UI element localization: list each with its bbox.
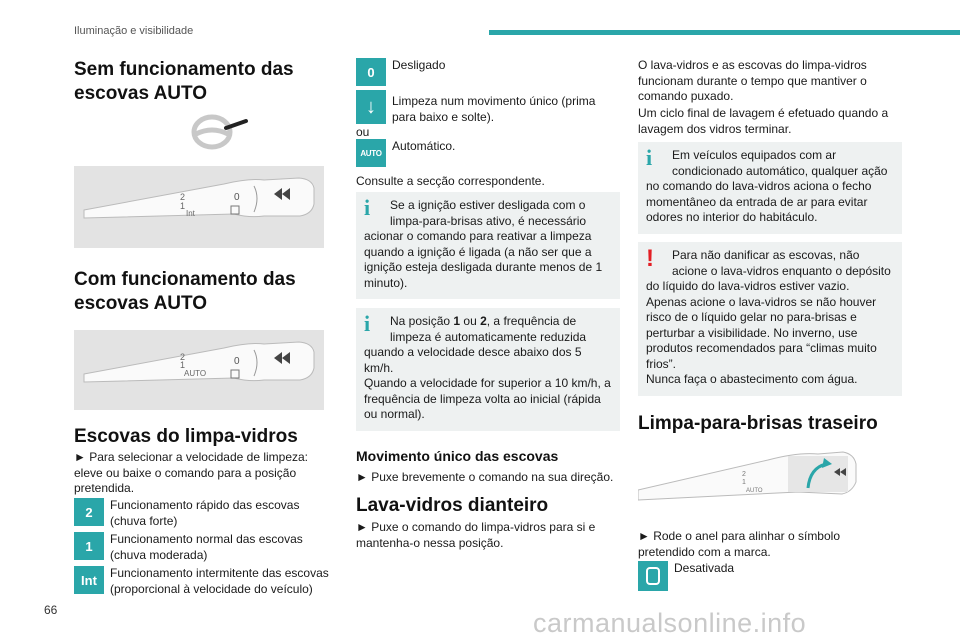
note-text: Nunca faça o abastecimento com água. [646,372,858,386]
badge-2: 2 [74,498,104,526]
wiper-stalk-illustration-1 [74,166,324,248]
intro-text: ► Para selecionar a velocidade de limpeza: eleve ou baixe o comando para a posição pretendida. [74,450,309,495]
consulte-text: Consulte a secção correspondente. [356,174,545,188]
svg-text:2: 2 [180,352,186,362]
svg-text:1: 1 [742,479,746,486]
info-icon: i [646,145,653,170]
svg-text:0: 0 [234,356,240,367]
note-text: Apenas acione o lava-vidros se não houver risco de o líquido gelar no para-brisas e perturbar a visibilidade. No inverno, use produtos recomendados para “climas muito frios”. [646,294,877,371]
stalk-mark-auto: AUTO [184,369,207,378]
list-item [356,58,621,86]
arrow-down-icon: ↓ [356,90,386,124]
info-icon: i [364,311,371,336]
note-text: Em veículos equipados com ar condicionado automático, qualquer ação no comando do lava-vidros aciona o fecho momentâneo da entrada de ar para evitar odores no interior do habitáculo. [646,148,888,224]
list-item-text: Funcionamento normal das escovas (chuva moderada) [110,532,303,562]
speed-list [74,498,334,597]
para-2: Um ciclo final de lavagem é efetuado quando a lavagem dos vidros terminar. [638,106,889,136]
lava-text: ► Puxe o comando do limpa-vidros para si e mantenha-o nessa posição. [356,520,596,550]
heading-escovas: Escovas do limpa-vidros [74,426,298,447]
list-item-text: Desativada [674,561,735,575]
note-text: Na posição 1 ou 2, a frequência de limpeza é automaticamente reduzida quando a velocidade desce abaixo dos 5 km/h. [364,314,587,375]
steering-wheel-icon [190,112,252,152]
movimento-text: ► Puxe brevemente o comando na sua direção. [356,470,614,484]
list-item [74,532,334,563]
warning-icon: ! [646,245,654,272]
section-header: Iluminação e visibilidade [74,25,194,37]
info-note-ignicao [356,192,620,299]
watermark: carmanualsonline.info [533,608,807,638]
rode-text: ► Rode o anel para alinhar o símbolo pretendido com a marca. [638,529,840,559]
list-item-text: Funcionamento intermitente das escovas (proporcional à velocidade do veículo) [110,566,329,596]
auto-badge-icon: AUTO [356,139,386,167]
list-item-text: Limpeza num movimento único (prima para baixo e solte). [392,94,596,124]
stalk-mark-int: Int [186,209,195,218]
list-item [356,139,621,167]
rear-wiper-stalk-illustration [638,446,858,518]
heading-lava-vidros: Lava-vidros dianteiro [356,495,549,516]
info-note-ar [638,142,902,234]
header-accent-bar [489,30,960,35]
para-1: O lava-vidros e as escovas do limpa-vidros funcionam durante o tempo que mantiver o comando puxado. [638,58,867,103]
info-note-frequencia [356,308,620,431]
stalk-mark-2: 2 [180,192,186,202]
note-text: Se a ignição estiver desligada com o limpa-para-brisas ativo, é necessário acionar o comando para reativar a limpeza quando a ignição é ligada (a não ser que a ignição esteja desligada durante menos de 1 minuto). [364,198,603,290]
list-item [74,498,334,529]
heading-com-auto: Com funcionamento das escovas AUTO [74,269,296,314]
ou-text: ou [356,125,370,139]
info-icon: i [364,195,371,220]
list-item [638,561,734,591]
svg-text:AUTO: AUTO [746,488,763,494]
stalk-mark-1: 1 [180,201,186,211]
heading-movimento: Movimento único das escovas [356,448,559,464]
wiper-stalk-illustration-2 [74,330,324,410]
list-item [74,566,334,597]
heading-sem-auto: Sem funcionamento das escovas AUTO [74,59,294,104]
col2-list [356,58,621,125]
svg-text:1: 1 [180,360,186,370]
badge-int: Int [74,566,104,594]
heading-traseiro: Limpa-para-brisas traseiro [638,413,878,434]
list-item [356,90,621,125]
page-number: 66 [44,603,58,617]
rear-wiper-off-icon [638,561,668,591]
svg-text:2: 2 [742,471,746,478]
note-text: Para não danificar as escovas, não acione o lava-vidros enquanto o depósito do líquido do lava-vidros estiver vazio. [646,248,891,293]
list-item-text: Automático. [392,139,456,153]
badge-0: 0 [356,58,386,86]
badge-1: 1 [74,532,104,560]
warning-note [638,242,902,396]
list-item-text: Funcionamento rápido das escovas (chuva forte) [110,498,300,528]
note-text: Quando a velocidade for superior a 10 km/h, a frequência de limpeza volta ao inicial (rápida ou normal). [364,376,611,421]
stalk-mark-0: 0 [234,192,240,203]
list-item-text: Desligado [392,58,446,72]
